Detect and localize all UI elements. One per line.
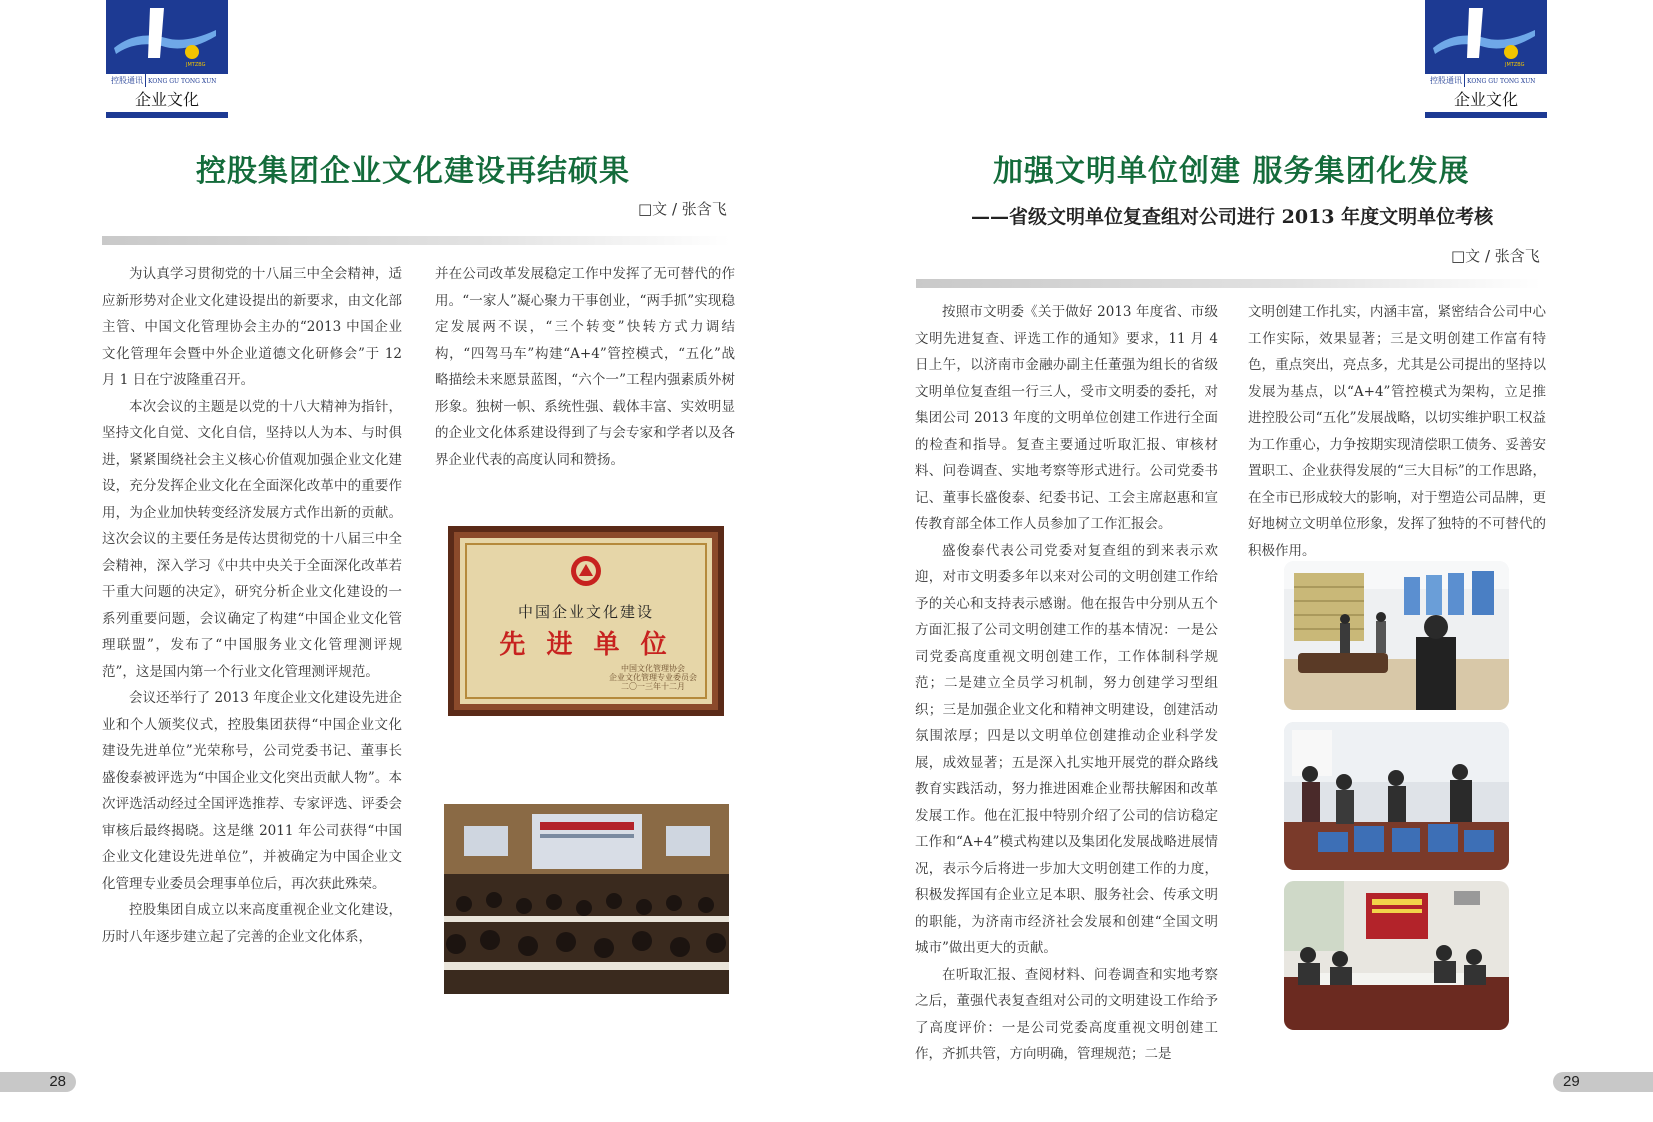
magazine-name-strip xyxy=(1428,74,1544,87)
text-column-1 xyxy=(915,299,1218,1068)
title-divider xyxy=(102,236,730,245)
paragraph: 文明创建工作扎实，内涵丰富，紧密结合公司中心工作实际，效果显著；三是文明创建工作富有特色，重点突出，亮点多，尤其是公司提出的坚持以发展为基点，以“A+4”管控模式为架构，立足推进控股公司“五化”发展战略，以切实维护职工权益为工作重心，力争按期实现清偿职工债务、妥善安置职工、企业获得发展的“三大目标”的工作思路，在全市已形成较大的影响，对于塑造公司品牌，更好地树立文明单位形象，发挥了独特的不可替代的积极作用。 xyxy=(1248,304,1546,559)
paragraph: 在听取汇报、查阅材料、问卷调查和实地考察之后，董强代表复查组对公司的文明建设工作给予了高度评价：一是公司党委高度重视文明创建工作，齐抓共管，方向明确，管理规范；二是 xyxy=(915,966,1218,1062)
magazine-logo xyxy=(106,0,228,74)
text-column-2 xyxy=(1248,299,1546,564)
magazine-badge xyxy=(106,0,228,118)
article-subtitle: ——省级文明单位复查组对公司进行 2013 年度文明单位考核 xyxy=(971,206,1494,228)
text-column-1 xyxy=(102,261,402,950)
meeting-photo xyxy=(1284,881,1509,1030)
magazine-name-cn: 控股通讯 xyxy=(109,74,146,87)
paragraph: 并在公司改革发展稳定工作中发挥了无可替代的作用。“一家人”凝心聚力干事创业，“两手抓”实现稳定发展两不误，“三个转变”快转方式力调结构，“四驾马车”构建“A+4”管控模式，“五化”战略描绘未来愿景蓝图，“六个一”工程内强素质外树形象。独树一帜、系统性强、载体丰富、实效明显的企业文化体系建设得到了与会专家和学者以及各界企业代表的高度认同和赞扬。 xyxy=(435,266,735,468)
plaque-line2: 先 进 单 位 xyxy=(499,630,673,660)
paragraph: 盛俊泰代表公司党委对复查组的到来表示欢迎，对市文明委多年以来对公司的文明创建工作给予的关心和支持表示感谢。他在报告中分别从五个方面汇报了公司文明创建工作的基本情况：一是公司党委高度重视文明创建工作，工作体制科学规范；二是建立全员学习机制，努力创建学习型组织；三是加强企业文化和精神文明建设，创建活动氛围浓厚；四是以文明单位创建推动企业科学发展，成效显著；五是深入扎实地开展党的群众路线教育实践活动，努力推进困难企业帮扶解困和改革发展工作。他在汇报中特别介绍了公司的信访稳定工作和“A+4”模式构建以及集团化发展战略进展情况，表示今后将进一步加大文明创建工作的力度，积极发挥国有企业立足本职、服务社会、传承文明的职能，为济南市经济社会发展和创建“全国文明城市”做出更大的贡献。 xyxy=(915,542,1218,956)
article-byline: □文 / 张含飞 xyxy=(638,200,727,218)
article-title: 加强文明单位创建 服务集团化发展 xyxy=(993,154,1470,189)
right-page xyxy=(826,0,1653,1122)
svg-text:JMTZBG: JMTZBG xyxy=(186,62,206,68)
award-plaque-photo xyxy=(448,526,724,716)
conference-photo xyxy=(444,804,729,994)
magazine-badge xyxy=(1425,0,1547,118)
magazine-logo xyxy=(1425,0,1547,74)
magazine-name-strip xyxy=(109,74,225,87)
page-number-right: 29 xyxy=(1553,1072,1653,1092)
paragraph: 会议还举行了 2013 年度企业文化建设先进企业和个人颁奖仪式，控股集团获得“中国企业文化建设先进单位”光荣称号，公司党委书记、董事长盛俊泰被评选为“中国企业文化突出贡献人物”。本次评选活动经过全国评选推荐、专家评选、评委会审核后最终揭晓。这是继 2011 年公司获得“中国企业文化建设先进单位”，并被确定为中国企业文化管理专业委员会理事单位后，再次获此殊荣。 xyxy=(102,690,402,892)
magazine-name-en: KONG GU TONG XUN xyxy=(148,78,217,85)
plaque-issuer: 中国文化管理协会 企业文化管理专业委员会 二〇一三年十二月 xyxy=(609,664,697,691)
article-title: 控股集团企业文化建设再结硕果 xyxy=(196,154,630,189)
archive-room-photo xyxy=(1284,561,1509,710)
paragraph: 按照市文明委《关于做好 2013 年度省、市级文明先进复查、评选工作的通知》要求，11 月 4 日上午，以济南市金融办副主任董强为组长的省级文明单位复查组一行三人，受市文明委的委托，对集团公司 2013 年度的文明单位创建工作进行全面的检查和指导。复查主要通过听取汇报、审核材料、问卷调查、实地考察等形式进行。公司党委书记、董事长盛俊泰、纪委书记、工会主席赵惠和宣传教育部全体工作人员参加了工作汇报会。 xyxy=(915,304,1218,532)
paragraph: 为认真学习贯彻党的十八届三中全会精神，适应新形势对企业文化建设提出的新要求，由文化部主管、中国文化管理协会主办的“2013 中国企业文化管理年会暨中外企业道德文化研修会”于 12 月 1 日在宁波隆重召开。 xyxy=(102,266,402,388)
section-label: 企业文化 xyxy=(106,88,228,112)
svg-text:JMTZBG: JMTZBG xyxy=(1505,62,1525,68)
magazine-name-en: KONG GU TONG XUN xyxy=(1467,78,1536,85)
left-page xyxy=(0,0,826,1122)
text-column-2 xyxy=(435,261,735,473)
paragraph: 本次会议的主题是以党的十八大精神为指针，坚持文化自觉、文化自信，坚持以人为本、与时俱进，紧紧围绕社会主义核心价值观加强企业文化建设，充分发挥企业文化在全面深化改革中的重要作用，为企业加快转变经济发展方式作出新的贡献。这次会议的主要任务是传达贯彻党的十八届三中全会精神，深入学习《中共中央关于全面深化改革若干重大问题的决定》，研究分析企业文化建设的一系列重要问题，会议确定了构建“中国企业文化管理联盟”，发布了“中国服务业文化管理测评规范”，这是国内第一个行业文化管理测评规范。 xyxy=(102,398,402,680)
section-label: 企业文化 xyxy=(1425,88,1547,112)
document-review-photo xyxy=(1284,722,1509,870)
plaque-line1: 中国企业文化建设 xyxy=(517,603,654,621)
page-number-left: 28 xyxy=(0,1072,76,1092)
title-divider xyxy=(916,279,1541,288)
article-byline: □文 / 张含飞 xyxy=(1451,247,1540,265)
magazine-name-cn: 控股通讯 xyxy=(1428,74,1465,87)
paragraph: 控股集团自成立以来高度重视企业文化建设，历时八年逐步建立起了完善的企业文化体系， xyxy=(102,902,402,945)
